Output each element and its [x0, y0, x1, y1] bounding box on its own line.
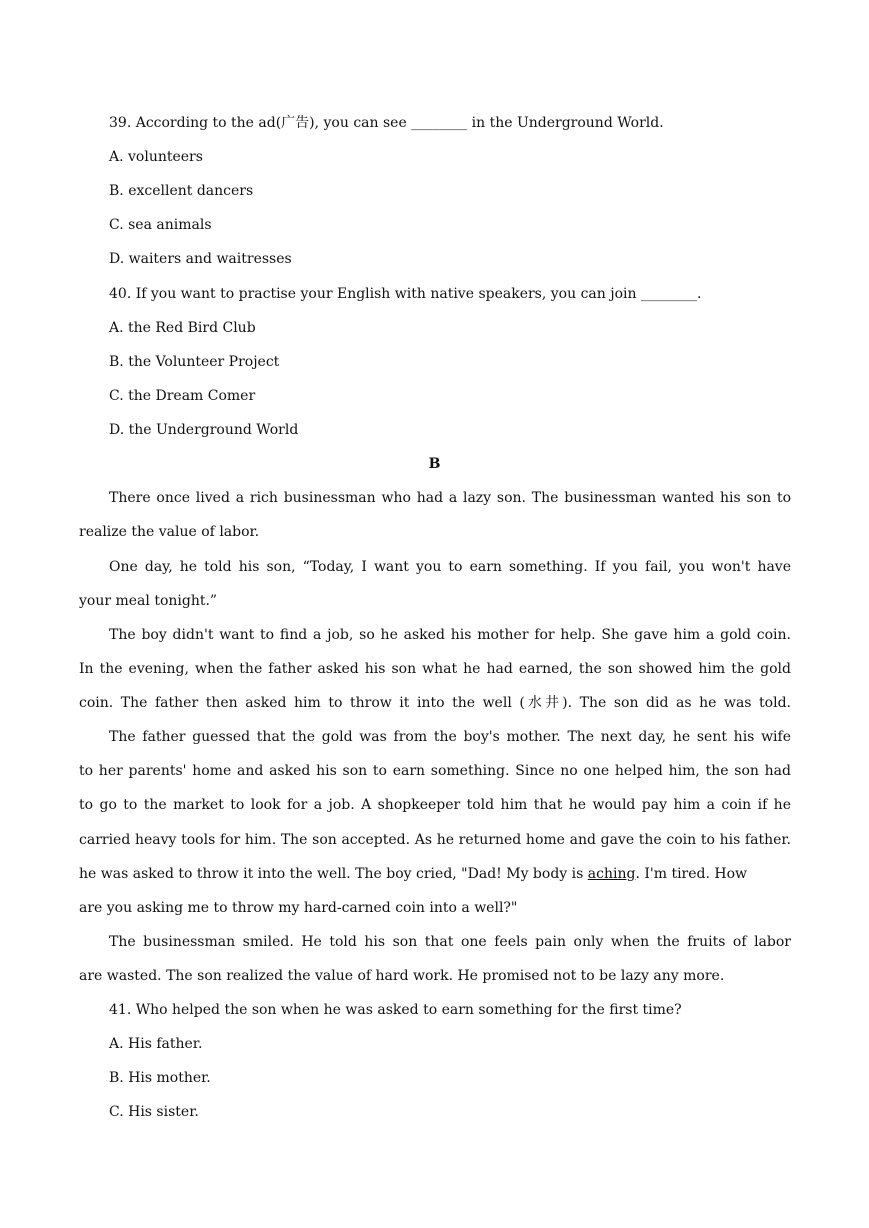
passage-p3-line3: coin. The father then asked him to throw it into the well (水井). The son did as he was told. — [79, 695, 791, 711]
passage-p2-line2: your meal tonight.” — [79, 593, 218, 609]
question-40-option-d: D. the Underground World — [109, 422, 299, 438]
question-40-option-b: B. the Volunteer Project — [109, 354, 280, 370]
question-40-option-a: A. the Red Bird Club — [109, 320, 256, 336]
question-39-option-c: C. sea animals — [109, 217, 212, 233]
underlined-word-aching: aching — [587, 866, 636, 882]
question-41-option-b: B. His mother. — [109, 1070, 211, 1086]
passage-p4-line6: are you asking me to throw my hard-carned coin into a well?" — [79, 900, 518, 916]
section-title: B — [428, 456, 441, 472]
passage-p5-line1: The businessman smiled. He told his son that one feels pain only when the fruits of labor — [109, 934, 791, 950]
passage-p1-line1: There once lived a rich businessman who had a lazy son. The businessman wanted his son to — [109, 490, 791, 506]
passage-p4-line3: to go to the market to look for a job. A shopkeeper told him that he would pay him a coin if he — [79, 797, 791, 813]
question-41-option-a: A. His father. — [109, 1036, 203, 1052]
passage-p5-line2: are wasted. The son realized the value of hard work. He promised not to be lazy any more. — [79, 968, 725, 984]
passage-p1-line2: realize the value of labor. — [79, 524, 260, 540]
passage-p2-line1: One day, he told his son, “Today, I want you to earn something. If you fail, you won't have — [109, 559, 791, 575]
question-40-stem: 40. If you want to practise your English with native speakers, you can join ________. — [109, 286, 702, 302]
question-39-option-b: B. excellent dancers — [109, 183, 254, 199]
question-40-option-c: C. the Dream Comer — [109, 388, 256, 404]
passage-p4-line4: carried heavy tools for him. The son accepted. As he returned home and gave the coin to his father. — [79, 832, 791, 848]
passage-p4-line2: to her parents' home and asked his son to earn something. Since no one helped him, the son had — [79, 763, 791, 779]
question-41-option-c: C. His sister. — [109, 1104, 199, 1120]
passage-p3-line2: In the evening, when the father asked his son what he had earned, the son showed him the gold — [79, 661, 791, 677]
passage-p4-line5-end: . I'm tired. How — [635, 866, 748, 882]
passage-p4-line5-start: he was asked to throw it into the well. The boy cried, "Dad! My body is — [79, 866, 588, 882]
question-41-stem: 41. Who helped the son when he was asked to earn something for the first time? — [109, 1002, 682, 1018]
question-39-stem: 39. According to the ad(广告), you can see ________ in the Underground World. — [109, 115, 664, 131]
question-39-option-d: D. waiters and waitresses — [109, 251, 292, 267]
question-39-option-a: A. volunteers — [109, 149, 203, 165]
passage-p3-line1: The boy didn't want to find a job, so he asked his mother for help. She gave him a gold coin. — [109, 627, 791, 643]
passage-p4-line1: The father guessed that the gold was from the boy's mother. The next day, he sent his wife — [109, 729, 791, 745]
passage-p4-line5 — [79, 865, 791, 883]
